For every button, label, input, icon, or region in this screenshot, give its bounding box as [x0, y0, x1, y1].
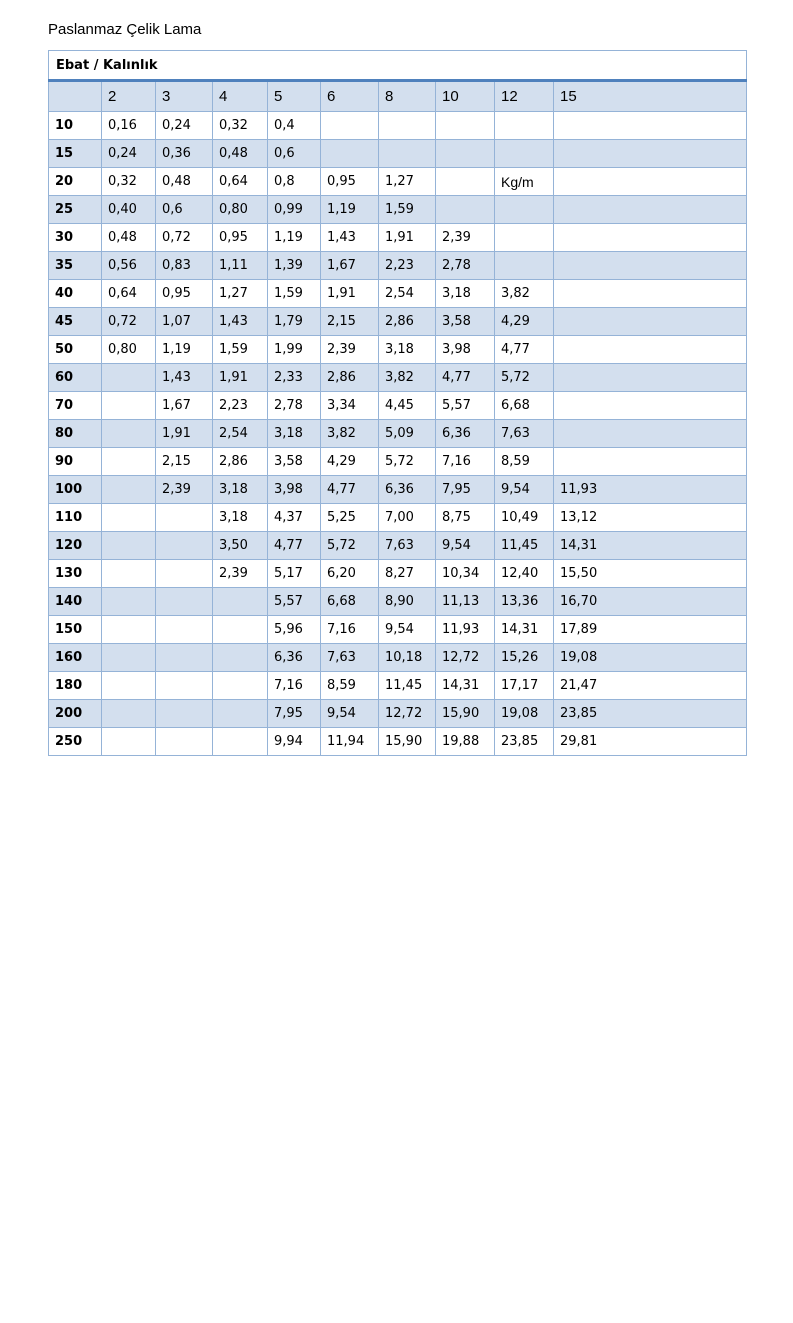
table-cell: 4,77 [321, 476, 379, 504]
table-cell: 8,59 [321, 672, 379, 700]
table-cell: 1,19 [321, 196, 379, 224]
table-cell [436, 112, 495, 140]
row-header: 70 [49, 392, 102, 420]
table-cell: 2,33 [268, 364, 321, 392]
row-header: 50 [49, 336, 102, 364]
table-cell [102, 672, 156, 700]
table-cell: 9,54 [321, 700, 379, 728]
table-cell: 0,48 [213, 140, 268, 168]
table-cell: 12,72 [436, 644, 495, 672]
table-cell [102, 588, 156, 616]
table-cell: 0,48 [102, 224, 156, 252]
table-cell: 1,99 [268, 336, 321, 364]
table-row [49, 420, 747, 448]
table-cell: 3,50 [213, 532, 268, 560]
table-cell: 5,72 [321, 532, 379, 560]
table-cell: 2,39 [213, 560, 268, 588]
table-cell [156, 644, 213, 672]
table-cell: 17,89 [554, 616, 747, 644]
table-cell: 1,59 [213, 336, 268, 364]
column-header: 6 [321, 81, 379, 112]
table-cell [156, 728, 213, 756]
table-cell [156, 560, 213, 588]
table-row [49, 448, 747, 476]
table-row [49, 364, 747, 392]
table-cell [554, 252, 747, 280]
column-header: 8 [379, 81, 436, 112]
table-row [49, 392, 747, 420]
row-header: 25 [49, 196, 102, 224]
table-cell: 29,81 [554, 728, 747, 756]
table-cell: 5,96 [268, 616, 321, 644]
table-cell: 17,17 [495, 672, 554, 700]
table-cell [102, 644, 156, 672]
corner-cell [49, 81, 102, 112]
table-cell: 0,48 [156, 168, 213, 196]
table-cell: 0,83 [156, 252, 213, 280]
table-body [49, 51, 747, 756]
table-cell [554, 280, 747, 308]
table-cell: 6,68 [495, 392, 554, 420]
table-cell: 0,24 [102, 140, 156, 168]
table-cell [436, 168, 495, 196]
table-cell [554, 196, 747, 224]
table-cell: 1,27 [213, 280, 268, 308]
table-cell: 19,88 [436, 728, 495, 756]
table-cell [213, 672, 268, 700]
table-cell [102, 616, 156, 644]
table-cell: 14,31 [495, 616, 554, 644]
table-cell: 1,27 [379, 168, 436, 196]
table-cell: 4,45 [379, 392, 436, 420]
row-header: 120 [49, 532, 102, 560]
table-cell: 1,19 [268, 224, 321, 252]
table-cell [554, 420, 747, 448]
table-cell: 0,40 [102, 196, 156, 224]
table-cell: 7,16 [321, 616, 379, 644]
table-cell: 6,36 [436, 420, 495, 448]
row-header: 180 [49, 672, 102, 700]
table-cell: 5,72 [379, 448, 436, 476]
table-cell: 0,24 [156, 112, 213, 140]
table-cell: 0,6 [156, 196, 213, 224]
table-cell [156, 616, 213, 644]
table-cell: 8,59 [495, 448, 554, 476]
table-cell: 0,80 [102, 336, 156, 364]
table-cell: 4,29 [321, 448, 379, 476]
table-cell: 2,86 [321, 364, 379, 392]
table-cell: 0,16 [102, 112, 156, 140]
table-row [49, 308, 747, 336]
table-cell: 1,59 [379, 196, 436, 224]
row-header: 250 [49, 728, 102, 756]
table-row [49, 336, 747, 364]
table-cell: 1,19 [156, 336, 213, 364]
table-row [49, 532, 747, 560]
table-row [49, 700, 747, 728]
table-cell: 1,07 [156, 308, 213, 336]
table-cell: 0,64 [213, 168, 268, 196]
table-cell: 9,94 [268, 728, 321, 756]
column-header: 12 [495, 81, 554, 112]
table-cell: 21,47 [554, 672, 747, 700]
table-cell [436, 140, 495, 168]
table-cell: 9,54 [379, 616, 436, 644]
column-header: 10 [436, 81, 495, 112]
table-cell: 7,95 [268, 700, 321, 728]
table-cell: 2,39 [156, 476, 213, 504]
table-cell [102, 504, 156, 532]
table-cell: 2,23 [379, 252, 436, 280]
table-cell: 10,49 [495, 504, 554, 532]
table-cell [156, 672, 213, 700]
table-cell: 3,18 [213, 476, 268, 504]
table-row [49, 588, 747, 616]
table-cell: 4,77 [436, 364, 495, 392]
table-cell: 0,72 [102, 308, 156, 336]
table-cell [554, 112, 747, 140]
table-cell [102, 364, 156, 392]
table-cell: 10,34 [436, 560, 495, 588]
column-header: 4 [213, 81, 268, 112]
table-row [49, 168, 747, 196]
table-cell [495, 140, 554, 168]
table-cell: 15,26 [495, 644, 554, 672]
table-cell: 2,39 [436, 224, 495, 252]
table-cell: 2,23 [213, 392, 268, 420]
table-cell: 5,57 [436, 392, 495, 420]
table-cell: 11,13 [436, 588, 495, 616]
table-cell: 5,09 [379, 420, 436, 448]
row-header: 130 [49, 560, 102, 588]
table-cell: 1,43 [321, 224, 379, 252]
row-header: 100 [49, 476, 102, 504]
table-cell: 6,68 [321, 588, 379, 616]
table-cell: 15,90 [379, 728, 436, 756]
row-header: 35 [49, 252, 102, 280]
table-cell: 10,18 [379, 644, 436, 672]
table-cell: 8,27 [379, 560, 436, 588]
table-cell [554, 168, 747, 196]
table-row [49, 616, 747, 644]
table-cell [436, 196, 495, 224]
table-cell: 0,80 [213, 196, 268, 224]
table-caption: Ebat / Kalınlık [49, 51, 747, 81]
table-cell: 12,40 [495, 560, 554, 588]
table-cell: 23,85 [554, 700, 747, 728]
table-cell: 0,6 [268, 140, 321, 168]
table-cell: 14,31 [436, 672, 495, 700]
table-cell: 4,77 [268, 532, 321, 560]
table-cell: Kg/m [495, 168, 554, 196]
table-cell [554, 364, 747, 392]
table-cell: 11,45 [379, 672, 436, 700]
table-cell: 15,90 [436, 700, 495, 728]
table-cell: 19,08 [554, 644, 747, 672]
table-cell [156, 504, 213, 532]
table-cell: 1,11 [213, 252, 268, 280]
table-cell [102, 560, 156, 588]
table-cell [379, 112, 436, 140]
table-cell: 11,45 [495, 532, 554, 560]
table-cell: 0,95 [156, 280, 213, 308]
column-header: 15 [554, 81, 747, 112]
row-header: 140 [49, 588, 102, 616]
table-cell: 0,95 [321, 168, 379, 196]
table-cell: 3,34 [321, 392, 379, 420]
table-cell: 23,85 [495, 728, 554, 756]
table-row [49, 196, 747, 224]
table-cell: 8,75 [436, 504, 495, 532]
row-header: 30 [49, 224, 102, 252]
table-cell: 0,32 [213, 112, 268, 140]
table-cell: 4,77 [495, 336, 554, 364]
table-cell: 3,82 [321, 420, 379, 448]
table-row [49, 224, 747, 252]
table-cell: 2,86 [213, 448, 268, 476]
table-cell [554, 392, 747, 420]
table-cell: 6,36 [379, 476, 436, 504]
table-cell [321, 112, 379, 140]
table-cell: 2,15 [321, 308, 379, 336]
table-cell [554, 448, 747, 476]
table-cell [213, 588, 268, 616]
table-cell: 8,90 [379, 588, 436, 616]
table-cell: 1,91 [213, 364, 268, 392]
table-row [49, 112, 747, 140]
table-cell [102, 532, 156, 560]
row-header: 160 [49, 644, 102, 672]
table-cell: 1,91 [321, 280, 379, 308]
table-cell: 11,93 [436, 616, 495, 644]
row-header: 200 [49, 700, 102, 728]
row-header: 150 [49, 616, 102, 644]
table-cell: 3,82 [379, 364, 436, 392]
table-cell: 1,79 [268, 308, 321, 336]
table-cell: 5,25 [321, 504, 379, 532]
row-header: 90 [49, 448, 102, 476]
weight-table [48, 50, 747, 756]
table-cell: 3,98 [436, 336, 495, 364]
row-header: 10 [49, 112, 102, 140]
table-row [49, 644, 747, 672]
table-cell [554, 336, 747, 364]
table-cell [102, 448, 156, 476]
caption-row [49, 51, 747, 81]
table-cell: 0,95 [213, 224, 268, 252]
table-row [49, 560, 747, 588]
table-row [49, 728, 747, 756]
table-cell [321, 140, 379, 168]
row-header: 40 [49, 280, 102, 308]
table-row [49, 504, 747, 532]
table-cell: 3,58 [436, 308, 495, 336]
table-cell: 7,63 [379, 532, 436, 560]
column-header: 2 [102, 81, 156, 112]
table-cell [102, 700, 156, 728]
table-cell: 11,93 [554, 476, 747, 504]
table-cell: 6,20 [321, 560, 379, 588]
table-row [49, 672, 747, 700]
table-cell: 0,64 [102, 280, 156, 308]
table-cell: 3,18 [436, 280, 495, 308]
document-title: Paslanmaz Çelik Lama [48, 21, 202, 38]
table-cell [213, 728, 268, 756]
table-cell: 0,32 [102, 168, 156, 196]
table-cell: 1,67 [156, 392, 213, 420]
table-cell [213, 616, 268, 644]
table-cell [156, 588, 213, 616]
table-cell [102, 728, 156, 756]
table-cell [213, 644, 268, 672]
table-cell [554, 224, 747, 252]
table-cell: 3,18 [213, 504, 268, 532]
table-cell [102, 420, 156, 448]
table-cell: 1,91 [156, 420, 213, 448]
table-cell [495, 224, 554, 252]
table-cell: 2,15 [156, 448, 213, 476]
table-cell: 5,72 [495, 364, 554, 392]
table-cell: 3,82 [495, 280, 554, 308]
column-header: 5 [268, 81, 321, 112]
table-row [49, 252, 747, 280]
table-cell: 14,31 [554, 532, 747, 560]
table-cell: 13,12 [554, 504, 747, 532]
table-cell: 3,18 [379, 336, 436, 364]
table-cell: 2,39 [321, 336, 379, 364]
table-cell: 1,43 [156, 364, 213, 392]
table-cell [213, 700, 268, 728]
table-cell [495, 252, 554, 280]
table-cell: 13,36 [495, 588, 554, 616]
table-cell: 0,36 [156, 140, 213, 168]
header-row [49, 81, 747, 112]
table-row [49, 280, 747, 308]
table-cell [156, 700, 213, 728]
table-cell: 7,16 [268, 672, 321, 700]
table-cell: 3,18 [268, 420, 321, 448]
table-cell: 6,36 [268, 644, 321, 672]
table-row [49, 140, 747, 168]
table-cell: 1,91 [379, 224, 436, 252]
table-cell: 2,54 [213, 420, 268, 448]
table-cell: 1,39 [268, 252, 321, 280]
table-cell [495, 196, 554, 224]
table-cell: 9,54 [495, 476, 554, 504]
table-cell: 9,54 [436, 532, 495, 560]
table-cell: 1,67 [321, 252, 379, 280]
table-cell: 1,59 [268, 280, 321, 308]
row-header: 110 [49, 504, 102, 532]
table-cell: 4,37 [268, 504, 321, 532]
table-row [49, 476, 747, 504]
table-cell [102, 392, 156, 420]
table-cell: 0,72 [156, 224, 213, 252]
table-cell: 12,72 [379, 700, 436, 728]
table-cell: 2,78 [436, 252, 495, 280]
table-cell: 2,78 [268, 392, 321, 420]
row-header: 15 [49, 140, 102, 168]
table-cell: 16,70 [554, 588, 747, 616]
table-cell: 0,99 [268, 196, 321, 224]
table-cell: 2,86 [379, 308, 436, 336]
table-cell: 5,17 [268, 560, 321, 588]
table-cell: 7,16 [436, 448, 495, 476]
column-header: 3 [156, 81, 213, 112]
table-cell: 0,8 [268, 168, 321, 196]
table-cell [554, 308, 747, 336]
table-cell: 4,29 [495, 308, 554, 336]
table-cell: 7,63 [495, 420, 554, 448]
table-cell: 3,58 [268, 448, 321, 476]
table-cell: 2,54 [379, 280, 436, 308]
table-cell: 5,57 [268, 588, 321, 616]
table-cell: 11,94 [321, 728, 379, 756]
table-cell: 0,4 [268, 112, 321, 140]
table-cell: 1,43 [213, 308, 268, 336]
row-header: 80 [49, 420, 102, 448]
row-header: 20 [49, 168, 102, 196]
table-cell [379, 140, 436, 168]
table-cell: 0,56 [102, 252, 156, 280]
table-cell: 19,08 [495, 700, 554, 728]
table-cell: 7,63 [321, 644, 379, 672]
table-cell [102, 476, 156, 504]
table-cell: 15,50 [554, 560, 747, 588]
table-cell: 7,00 [379, 504, 436, 532]
row-header: 45 [49, 308, 102, 336]
row-header: 60 [49, 364, 102, 392]
table-cell: 3,98 [268, 476, 321, 504]
table-cell: 7,95 [436, 476, 495, 504]
table-cell [156, 532, 213, 560]
table-cell [554, 140, 747, 168]
table-cell [495, 112, 554, 140]
